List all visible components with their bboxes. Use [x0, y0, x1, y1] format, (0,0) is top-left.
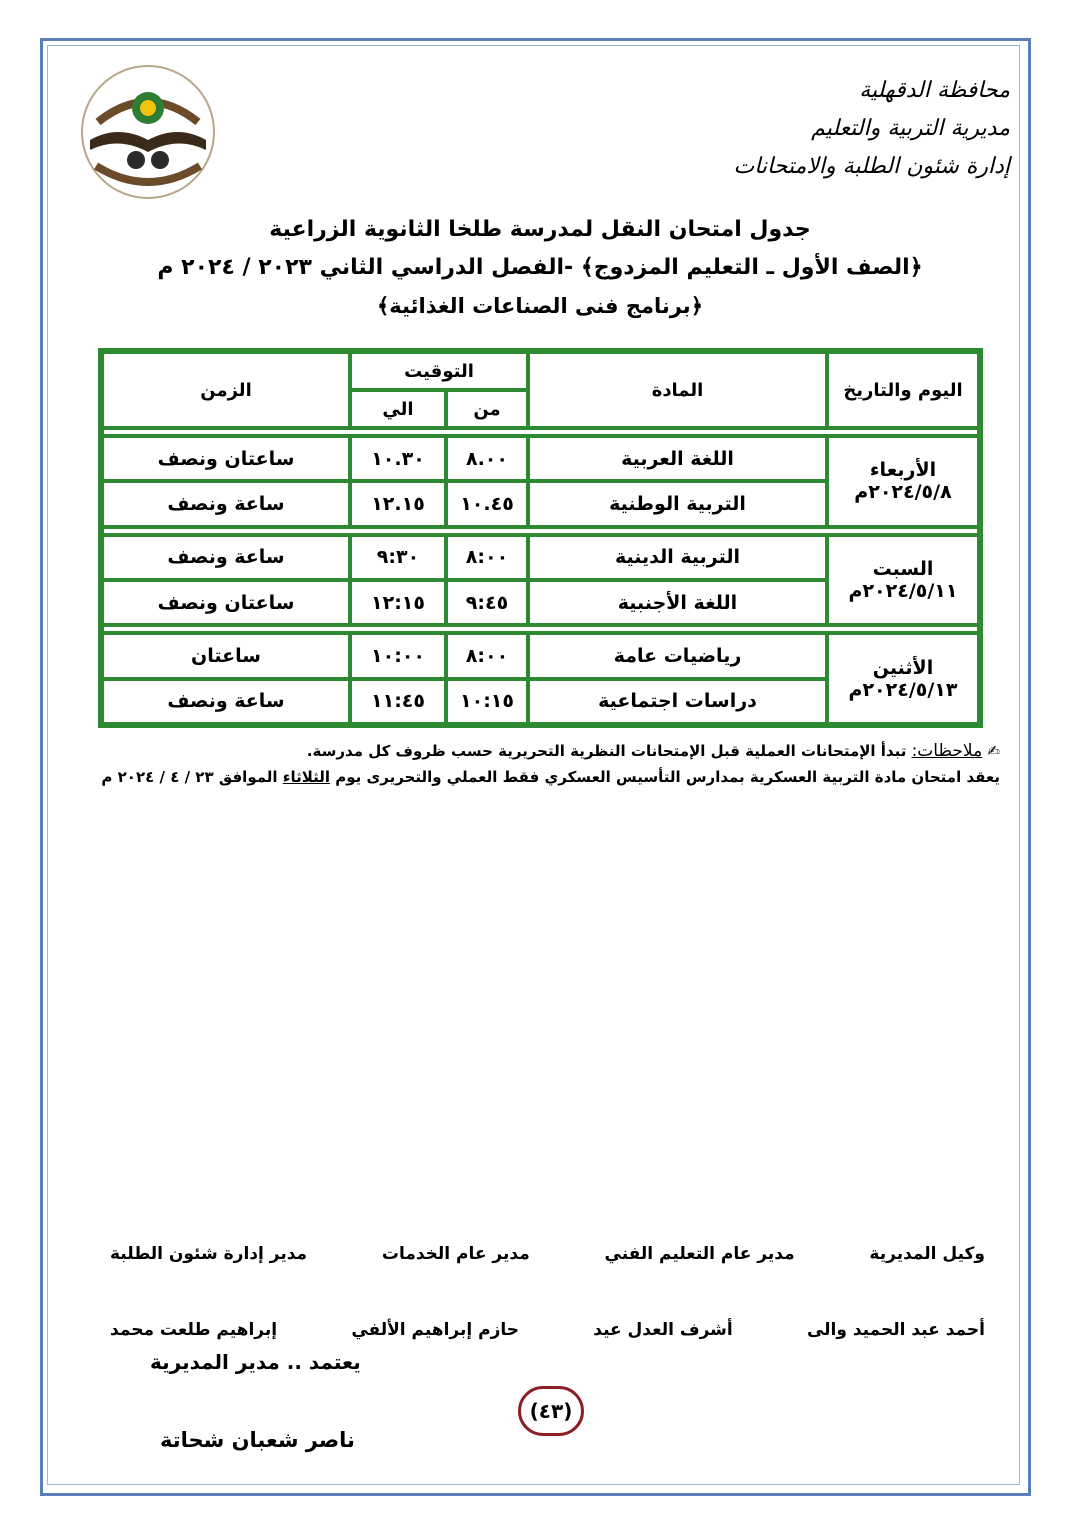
to-cell: ٩:٣٠ [350, 535, 446, 580]
subject-cell: رياضيات عامة [528, 633, 827, 678]
to-cell: ١٠.٣٠ [350, 436, 446, 481]
approval-label: يعتمد .. مدير المديرية [150, 1350, 361, 1374]
issuer-header [680, 72, 1010, 186]
signatory-name: أحمد عبد الحميد والى [806, 1320, 985, 1340]
signature-names [0, 1320, 1080, 1340]
directorate-line: مديرية التربية والتعليم [811, 116, 1010, 141]
pen-icon: ✍ [987, 742, 1000, 760]
duration-cell: ساعة ونصف [102, 481, 350, 526]
to-cell: ١٠:٠٠ [350, 633, 446, 678]
title-line-2: ﴿الصف الأول ـ التعليم المزدوج﴾ -الفصل الدراسي الثاني ٢٠٢٣ / ٢٠٢٤ م [157, 255, 923, 280]
subject-cell: اللغة العربية [528, 436, 827, 481]
subject-cell: التربية الدينية [528, 535, 827, 580]
notes-section [100, 738, 1000, 790]
header-subject: المادة [528, 352, 827, 428]
duration-cell: ساعتان ونصف [102, 436, 350, 481]
signature-titles [0, 1244, 1080, 1264]
signature-title: مدير عام التعليم الفني [604, 1244, 795, 1264]
table-row [102, 436, 979, 481]
signature-title: مدير عام الخدمات [381, 1244, 530, 1264]
day-name: السبت [872, 557, 934, 580]
director-name: ناصر شعبان شحاتة [160, 1428, 355, 1452]
subject-cell: التربية الوطنية [528, 481, 827, 526]
notes-line-2 [100, 764, 1000, 790]
header-day-date: اليوم والتاريخ [827, 352, 979, 428]
exam-date: ٢٠٢٤/٥/٨م [854, 481, 952, 504]
exam-date: ٢٠٢٤/٥/١٣م [848, 678, 958, 701]
header-timing: التوقيت [350, 352, 528, 390]
governorate-line: محافظة الدقهلية [859, 78, 1010, 103]
table-row [102, 633, 979, 678]
department-line: إدارة شئون الطلبة والامتحانات [733, 154, 1010, 179]
day-name: الأثنين [872, 656, 934, 679]
from-cell: ٨.٠٠ [446, 436, 528, 481]
duration-cell: ساعة ونصف [102, 535, 350, 580]
title-line-3: ﴿برنامج فنى الصناعات الغذائية﴾ [377, 294, 703, 318]
page-number: (٤٣) [518, 1386, 584, 1436]
signatory-name: حازم إبراهيم الألفي [351, 1320, 520, 1340]
document-titles [0, 212, 1080, 324]
from-cell: ٨:٠٠ [446, 633, 528, 678]
from-cell: ١٠.٤٥ [446, 481, 528, 526]
table-row [102, 535, 979, 580]
from-cell: ٨:٠٠ [446, 535, 528, 580]
from-cell: ٩:٤٥ [446, 580, 528, 625]
notes-text-2b: الموافق ٢٣ / ٤ / ٢٠٢٤ م [101, 768, 283, 786]
notes-text-1: تبدأ الإمتحانات العملية قبل الإمتحانات النظرية التحريرية حسب ظروف كل مدرسة. [306, 742, 907, 760]
header-from: من [446, 390, 528, 428]
to-cell: ١١:٤٥ [350, 679, 446, 724]
subject-cell: دراسات اجتماعية [528, 679, 827, 724]
duration-cell: ساعتان ونصف [102, 580, 350, 625]
notes-line-1 [100, 738, 1000, 764]
day-date-cell [827, 436, 979, 527]
signature-title: مدير إدارة شئون الطلبة [110, 1244, 308, 1264]
exam-schedule-table [98, 348, 983, 728]
header-to: الي [350, 390, 446, 428]
day-date-cell [827, 633, 979, 724]
duration-cell: ساعتان [102, 633, 350, 678]
from-cell: ١٠:١٥ [446, 679, 528, 724]
signature-title: وكيل المديرية [869, 1244, 985, 1264]
signatory-name: إبراهيم طلعت محمد [110, 1320, 278, 1340]
to-cell: ١٢:١٥ [350, 580, 446, 625]
directorate-logo [78, 62, 218, 202]
title-line-1: جدول امتحان النقل لمدرسة طلخا الثانوية الزراعية [269, 217, 811, 242]
header-duration: الزمن [102, 352, 350, 428]
subject-cell: اللغة الأجنبية [528, 580, 827, 625]
day-name: الأربعاء [869, 459, 937, 482]
day-date-cell [827, 535, 979, 626]
to-cell: ١٢.١٥ [350, 481, 446, 526]
notes-label: ملاحظات: [911, 741, 983, 761]
notes-day: الثلاثاء [282, 768, 331, 786]
signatory-name: أشرف العدل عيد [593, 1320, 733, 1340]
notes-text-2a: يعقد امتحان مادة التربية العسكرية بمدارس التأسيس العسكري فقط العملي والتحريرى يوم [330, 768, 1000, 786]
duration-cell: ساعة ونصف [102, 679, 350, 724]
exam-date: ٢٠٢٤/٥/١١م [848, 579, 958, 602]
